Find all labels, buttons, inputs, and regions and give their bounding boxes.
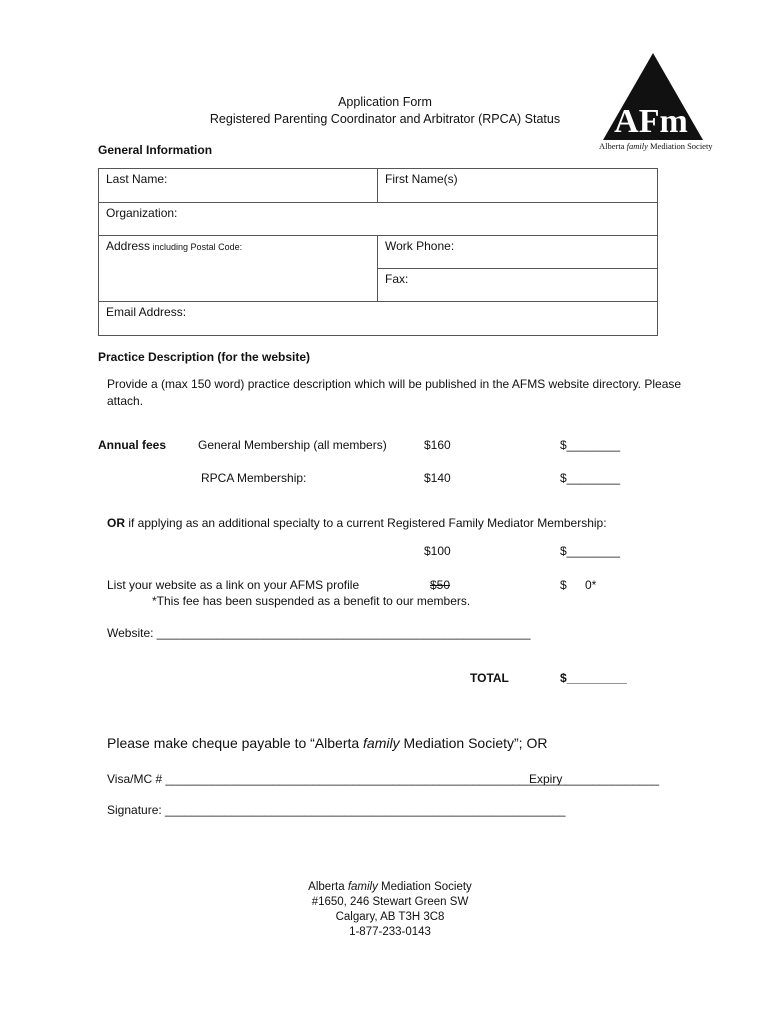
email-field[interactable] <box>98 301 658 336</box>
logo-triangle-icon <box>598 50 708 145</box>
last-name-field[interactable] <box>98 168 378 203</box>
annual-fees-label: Annual fees <box>98 438 167 452</box>
footer-phone: 1-877-233-0143 <box>349 926 431 938</box>
general-membership-blank[interactable]: $________ <box>560 438 621 452</box>
cheque-instructions: Please make cheque payable to “Alberta family Mediation Society”; OR <box>107 735 548 751</box>
form-subtitle: Registered Parenting Coordinator and Arbitrator (RPCA) Status <box>209 112 561 126</box>
practice-heading: Practice Description (for the website) <box>98 350 311 364</box>
footer-org: Alberta family Mediation Society <box>308 881 472 893</box>
fax-label: Fax: <box>385 272 409 286</box>
work-phone-field[interactable] <box>377 235 658 269</box>
first-name-field[interactable] <box>377 168 658 203</box>
organization-field[interactable] <box>98 202 658 236</box>
website-link-value: 0* <box>585 578 597 592</box>
footer-address-line2: Calgary, AB T3H 3C8 <box>335 911 445 923</box>
website-fee-note: *This fee has been suspended as a benefit to our members. <box>152 594 471 608</box>
last-name-label: Last Name: <box>106 172 168 186</box>
rpca-membership-blank[interactable]: $________ <box>560 471 621 485</box>
practice-text-line2: attach. <box>107 394 144 408</box>
total-label: TOTAL <box>470 671 509 685</box>
organization-label: Organization: <box>106 206 178 220</box>
website-link-dollar: $ <box>560 578 567 592</box>
general-info-heading: General Information <box>98 143 213 157</box>
first-name-label: First Name(s) <box>385 172 458 186</box>
afms-logo <box>598 50 713 155</box>
additional-specialty-blank[interactable]: $________ <box>560 544 621 558</box>
website-link-amount: $50 <box>430 578 451 592</box>
additional-specialty-amount: $100 <box>424 544 451 558</box>
practice-text-line1: Provide a (max 150 word) practice description which will be published in the AFMS website directory. Please <box>107 377 682 391</box>
fax-field[interactable] <box>377 268 658 302</box>
website-field[interactable]: Website: ________________________________________________________ <box>107 626 531 640</box>
total-blank[interactable]: $_________ <box>560 671 627 685</box>
or-additional-specialty: OR if applying as an additional specialty to a current Registered Family Mediator Membership: <box>107 516 607 530</box>
address-label: Address <box>106 239 151 253</box>
general-membership-amount: $160 <box>424 438 451 452</box>
form-title: Application Form <box>338 95 432 109</box>
email-label: Email Address: <box>106 305 187 319</box>
expiry-field[interactable]: Expiry ______________ <box>529 772 660 786</box>
website-link-label: List your website as a link on your AFMS profile <box>107 578 360 592</box>
general-membership-label: General Membership (all members) <box>198 438 387 452</box>
rpca-membership-amount: $140 <box>424 471 451 485</box>
address-note: including Postal Code: <box>150 242 243 252</box>
address-field[interactable] <box>98 235 378 302</box>
rpca-membership-label: RPCA Membership: <box>201 471 307 485</box>
footer-address-line1: #1650, 246 Stewart Green SW <box>311 896 469 908</box>
footer-address <box>240 880 540 940</box>
visa-mc-field[interactable]: Visa/MC # ____________________________________________________________ <box>107 772 566 786</box>
logo-caption: Alberta family Mediation Society <box>599 141 713 151</box>
logo-letters: AFm <box>614 103 688 140</box>
work-phone-label: Work Phone: <box>385 239 455 253</box>
signature-field[interactable]: Signature: ____________________________________________________________ <box>107 803 566 817</box>
